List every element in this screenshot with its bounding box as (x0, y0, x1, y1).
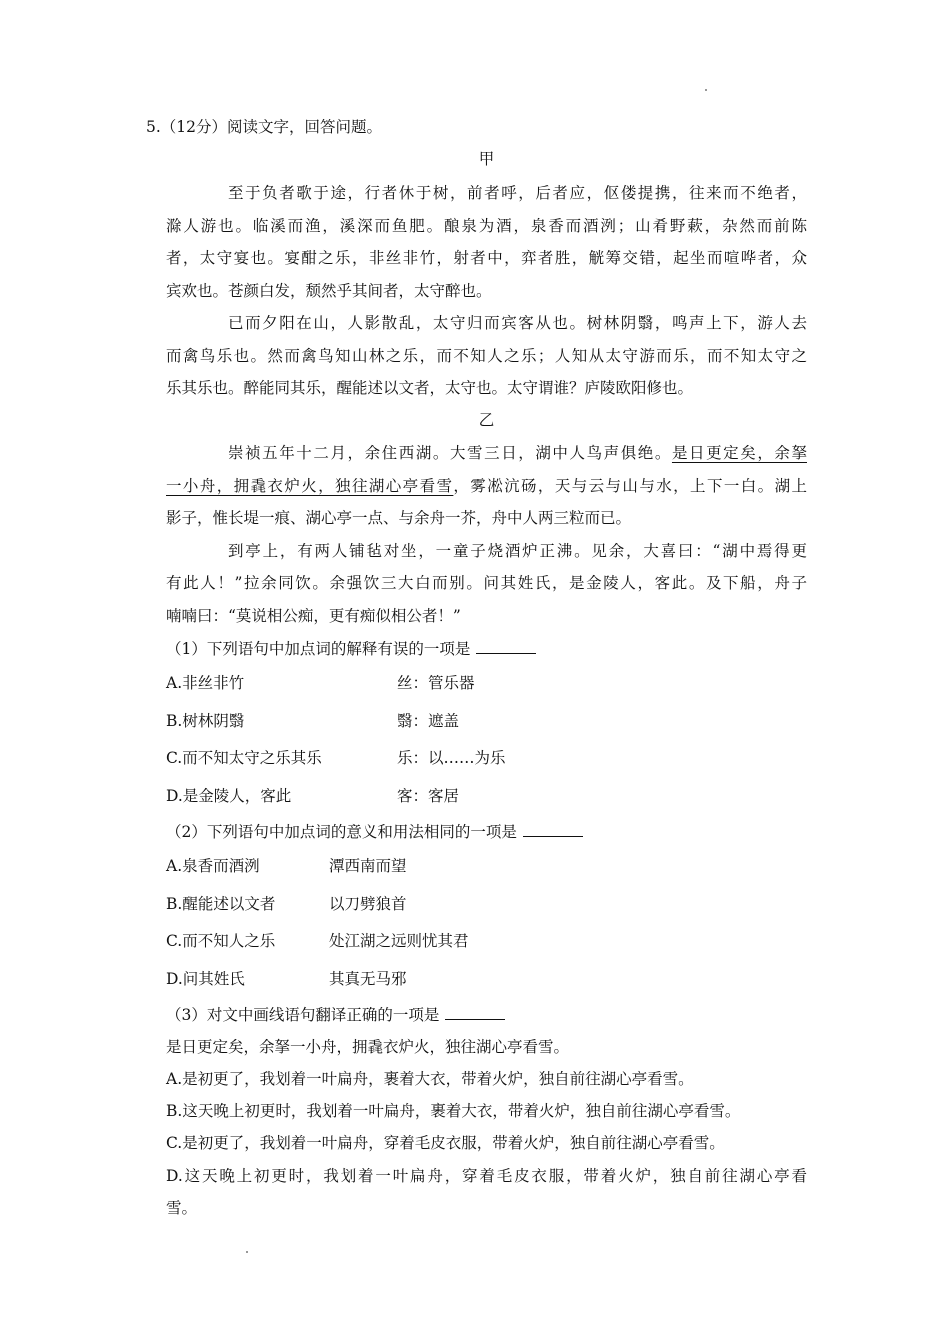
question-header: 5.（12分）阅读文字，回答问题。 (146, 118, 383, 136)
q2-option-label: D.问其姓氏 (166, 970, 245, 988)
q1-option-value: 翳：遮盖 (397, 712, 460, 730)
q1-prompt (166, 639, 536, 659)
q3-prompt-text: （3）对文中画线语句翻译正确的一项是 (166, 1006, 440, 1024)
yi-p2-line: 喃喃曰：“莫说相公痴，更有痴似相公者！” (166, 607, 461, 625)
answer-blank (445, 1005, 505, 1020)
q3-option: A.是初更了，我划着一叶扁舟，裹着大衣，带着火炉，独自前往湖心亭看雪。 (166, 1070, 694, 1088)
jia-p1-line: 宾欢也。苍颜白发，颓然乎其间者，太守醉也。 (166, 282, 492, 300)
jia-p2-line: 已而夕阳在山，人影散乱，太守归而宾客从也。树林阴翳，鸣声上下，游人去 (228, 314, 807, 332)
page-speck (705, 89, 707, 91)
yi-p1-line (166, 476, 807, 496)
q1-option-label: D.是金陵人，客此 (166, 787, 292, 805)
q3-option-continued: 雪。 (166, 1199, 198, 1217)
yi-p2-line: 到亭上，有两人铺毡对坐，一童子烧酒炉正沸。见余，大喜曰：“湖中焉得更 (228, 542, 807, 560)
q3-option: D.这天晚上初更时，我划着一叶扁舟，穿着毛皮衣服，带着火炉，独自前往湖心亭看 (166, 1167, 807, 1185)
q1-option-value: 客：客居 (397, 787, 460, 805)
answer-blank (523, 822, 583, 837)
yi-p1-line: 影子，惟长堤一痕、湖心亭一点、与余舟一芥，舟中人两三粒而已。 (166, 509, 632, 527)
q1-prompt-text: （1）下列语句中加点词的解释有误的一项是 (166, 640, 471, 658)
jia-p2-line: 乐其乐也。醉能同其乐，醒能述以文者，太守也。太守谓谁？庐陵欧阳修也。 (166, 379, 694, 397)
q2-option-label: C.而不知人之乐 (166, 932, 276, 950)
jia-p1-line: 滁人游也。临溪而渔，溪深而鱼肥。酿泉为酒，泉香而酒洌；山肴野蔌，杂然而前陈 (166, 217, 807, 235)
q3-prompt (166, 1005, 505, 1025)
q2-prompt (166, 822, 583, 842)
yi-p1-text: ，雾凇沆砀，天与云与山与水，上下一白。湖上 (453, 477, 807, 495)
q2-option-label: A.泉香而酒洌 (166, 857, 260, 875)
yi-p2-line: 有此人！”拉余同饮。余强饮三大白而别。问其姓氏，是金陵人，客此。及下船，舟子 (166, 574, 807, 592)
q3-option: C.是初更了，我划着一叶扁舟，穿着毛皮衣服，带着火炉，独自前往湖心亭看雪。 (166, 1134, 725, 1152)
q1-option-label: B.树林阴翳 (166, 712, 245, 730)
q2-prompt-text: （2）下列语句中加点词的意义和用法相同的一项是 (166, 823, 517, 841)
passage-jia-title: 甲 (478, 150, 495, 168)
q2-option-label: B.醒能述以文者 (166, 895, 276, 913)
q2-option-value: 其真无马邪 (329, 970, 407, 988)
q1-option-value: 丝：管乐器 (397, 674, 475, 692)
jia-p2-line: 而禽鸟乐也。然而禽鸟知山林之乐，而不知人之乐；人知从太守游而乐，而不知太守之 (166, 347, 807, 365)
jia-p1-line: 者，太守宴也。宴酣之乐，非丝非竹，射者中，弈者胜，觥筹交错，起坐而喧哗者，众 (166, 249, 807, 267)
yi-p1-line (228, 443, 807, 463)
passage-yi-title: 乙 (478, 411, 495, 429)
q1-option-value: 乐：以……为乐 (397, 749, 506, 767)
q3-option: B.这天晚上初更时，我划着一叶扁舟，裹着大衣，带着火炉，独自前往湖心亭看雪。 (166, 1102, 741, 1120)
q3-sentence: 是日更定矣，余拏一小舟，拥毳衣炉火，独往湖心亭看雪。 (166, 1038, 570, 1056)
jia-p1-line: 至于负者歌于途，行者休于树，前者呼，后者应，伛偻提携，往来而不绝者， (228, 184, 807, 202)
underlined-sentence: 是日更定矣，余拏 (671, 444, 807, 462)
page-speck (246, 1251, 248, 1253)
q2-option-value: 处江湖之远则忧其君 (329, 932, 469, 950)
answer-blank (476, 639, 536, 654)
q2-option-value: 潭西南而望 (329, 857, 407, 875)
yi-p1-text: 崇祯五年十二月，余住西湖。大雪三日，湖中人鸟声俱绝。 (228, 444, 672, 462)
q1-option-label: C.而不知太守之乐其乐 (166, 749, 322, 767)
q1-option-label: A.非丝非竹 (166, 674, 245, 692)
underlined-sentence: 一小舟，拥毳衣炉火，独往湖心亭看雪 (166, 477, 454, 495)
q2-option-value: 以刀劈狼首 (329, 895, 407, 913)
